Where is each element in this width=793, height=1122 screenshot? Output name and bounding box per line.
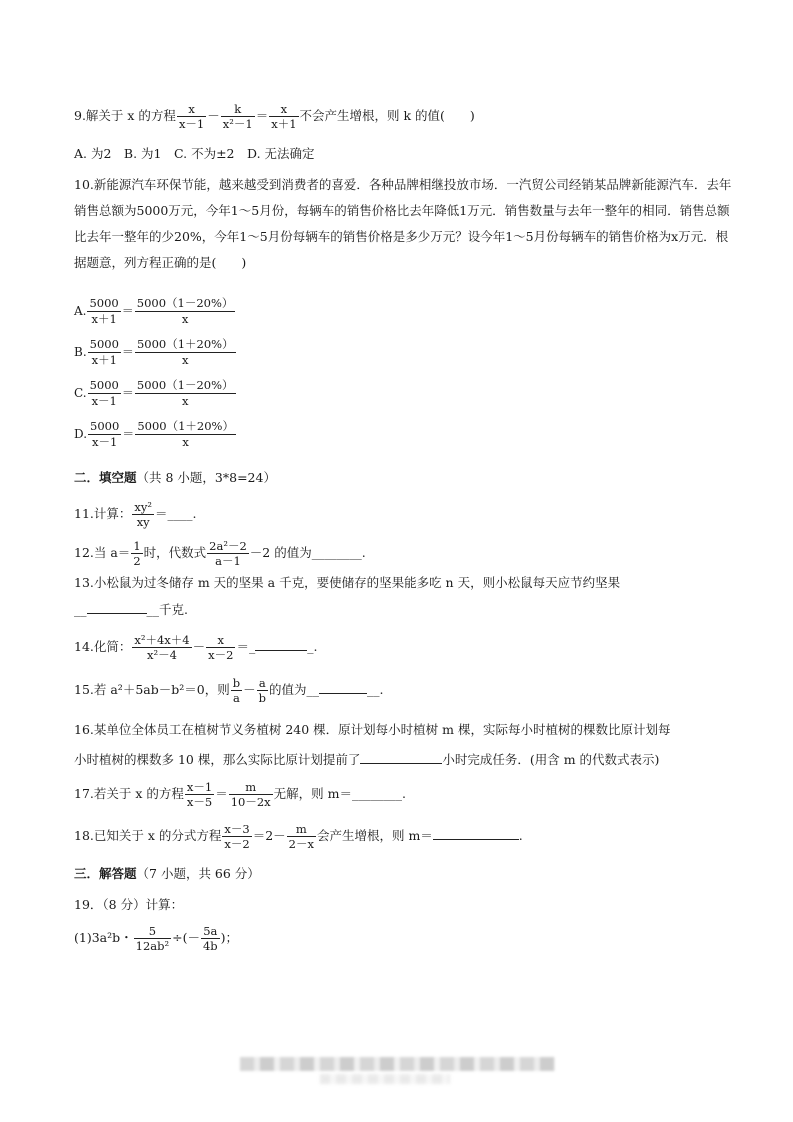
question-16-line-2: 小时植树的棵数多 10 棵，那么实际比原计划提前了 小时完成任务．(用含 m 的代数式表示): [74, 752, 660, 767]
question-18: 18.已知关于 x 的分式方程 $\frac{x-3}{x-2}$ ＝2－ $\frac{m}{2-x}$ 会产生增根，则 m＝ .: [74, 822, 523, 851]
q9-fraction-1: $\frac{x}{x-1}$: [178, 102, 205, 131]
q9-options: A. 为2 B. 为1 C. 不为±2 D. 无法确定: [74, 146, 315, 161]
section-2-heading: 二．填空题（共 8 小题，3*8=24）: [74, 470, 276, 485]
q9-lead: 9.解关于 x 的方程: [74, 108, 176, 123]
blurred-footer-watermark-2: [320, 1074, 450, 1084]
question-15: 15.若 a²＋5ab－b²＝0，则 $\frac{b}{a}$ － $\frac{a}{b}$ 的值为__ __.: [74, 676, 384, 705]
q9-tail: 不会产生增根，则 k 的值( ): [299, 108, 475, 123]
question-14: 14.化简： $\frac{\text{x²＋4x＋4}}{\text{x²－4}}$ － $\frac{x}{x-2}$ ＝_ _.: [74, 633, 318, 662]
question-13-line-1: 13.小松鼠为过冬储存 m 天的坚果 a 千克，要使储存的坚果能多吃 n 天，则小松鼠每天应节约坚果: [74, 575, 621, 590]
q9-fraction-2: $\frac{k}{\text{x²－1}}$: [222, 102, 253, 131]
question-17: 17.若关于 x 的方程 $\frac{x-1}{x-5}$ ＝ $\frac{m}{10-2x}$ 无解，则 m＝________.: [74, 780, 406, 809]
question-12: 12.当 a＝ $\frac{1}{2}$ 时，代数式 $\frac{\text{2a²－2}}{a-1}$ －2 的值为________.: [74, 539, 366, 568]
question-16-line-1: 16.某单位全体员工在植树节义务植树 240 棵．原计划每小时植树 m 棵，实际每小时植树的棵数比原计划每: [74, 722, 671, 737]
question-11: 11.计算： $\frac{\text{xy²}}{xy}$ ＝____.: [74, 500, 197, 529]
question-13-line-2: __ __千克.: [74, 602, 188, 617]
q10-option-d: D. $\frac{5000}{x-1}$ ＝ $\frac{5000(1+20\%)}{x}$: [74, 419, 234, 449]
blurred-footer-watermark: [240, 1057, 555, 1071]
q10-option-a: A. $\frac{5000}{x+1}$ ＝ $\frac{5000(1-20\%)}{x}$: [74, 296, 234, 326]
section-3-heading: 三．解答题（7 小题，共 66 分）: [74, 866, 260, 881]
question-10: 10.新能源汽车环保节能，越来越受到消费者的喜爱．各种品牌相继投放市场．一汽贸公司经销某品牌新能源汽车．去年销售总额为5000万元，今年1～5月份，每辆车的销售价格比去年降低1万元．销售数量与去年一整年的相同．销售总额比去年一整年的少20%，今年1～5月份每辆车的销售价格是多少万元？设今年1～5月份每辆车的销售价格为x万元．根据题意，列方程正确的是( ): [74, 177, 732, 270]
q10-option-b: B. $\frac{5000}{x+1}$ ＝ $\frac{5000(1+20\%)}{x}$: [74, 337, 234, 367]
question-19-part-1: (1)3a²b・ $\frac{5}{\text{12ab²}}$ ÷(－ $\frac{5a}{4b}$ )；: [74, 924, 239, 953]
question-19-header: 19．（8 分）计算：: [74, 897, 184, 912]
q10-option-c: C. $\frac{5000}{x-1}$ ＝ $\frac{5000(1-20\%)}{x}$: [74, 378, 234, 408]
question-9: 9.解关于 x 的方程 $\frac{x}{x-1}$ － $\frac{k}{\text{x²－1}}$ ＝ $\frac{x}{x+1}$ 不会产生增根，则 k 的值( ): [74, 102, 475, 131]
q9-fraction-3: $\frac{x}{x+1}$: [271, 102, 297, 131]
